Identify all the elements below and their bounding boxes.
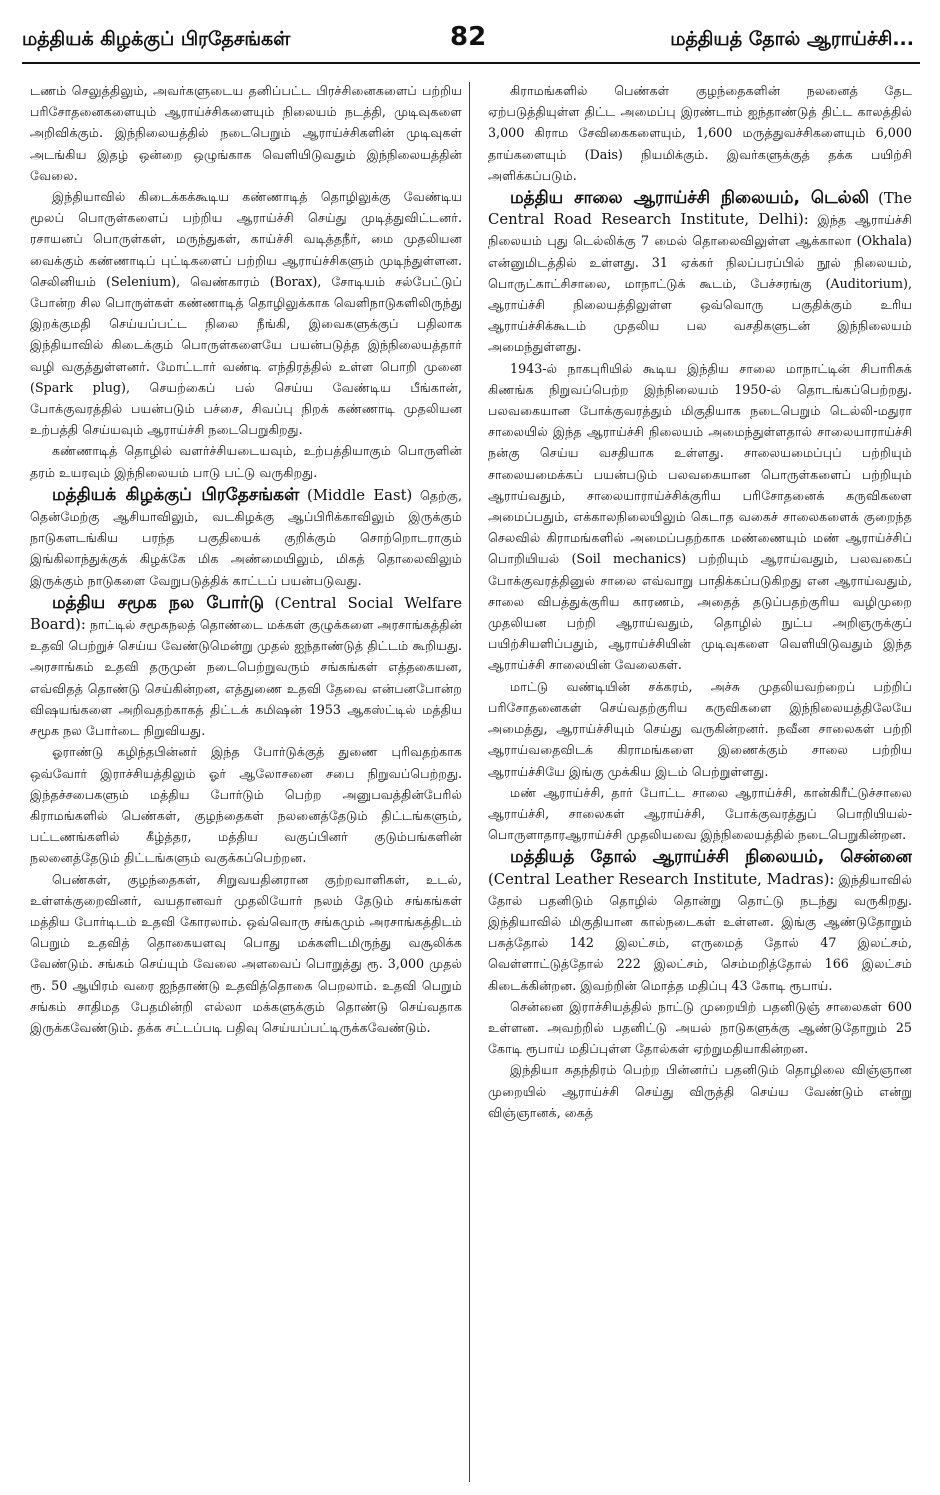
header-left-title: மத்தியக் கிழக்குப் பிரதேசங்கள்	[22, 28, 291, 50]
entry-middle-east	[30, 485, 462, 591]
entry-english-term: (Central Leather Research Institute, Madras):	[488, 870, 835, 888]
paragraph: 1943-ல் நாகபுரியில் கூடிய இந்திய சாலை மாநாட்டின் சிபாரிசுக் கிணங்க நிறுவப்பெற்ற இந்நிலையம் 1950-ல் தொடங்கப்பெற்றது. பலவகையான போக்குவரத்தும் மிகுதியாக நடைபெறும் டெல்லி-மதுரா சாலையில் இந்த ஆராய்ச்சி நிலையம் அமைந்துள்ளதால் சாலையாராய்ச்சி நன்கு செய்ய வசதியாக உள்ளது. சாலையமைப்புப் பற்றியும் சாலையமைக்கப் பயன்படும் பலவகையான பொருள்களைப் பற்றியும் ஆராய்வதும், சாலையாராய்ச்சிக்குரிய பரிசோதனைக் கருவிகளை அமைப்பதும், எக்காலநிலையிலும் கெடாத வகைச் சாலைகளைக் குறைந்த செலவில் கிராமங்களில் அமைப்பதற்காக மண்ணையும் மண் ஆராய்ச்சிப் பொறியியல் (Soil mechanics) பற்றியும் ஆராய்வதும், பலவகைப் போக்குவரத்தினுல் சாலை எவ்வாறு பாதிக்கப்படுகிறது என ஆராய்வதும், சாலை விபத்துக்குரிய காரணம், அதைத் தடுப்பதற்குரிய வழிமுறை முதலியன பற்றி ஆராய்வதும், தொழில் நுட்ப அறிஞருக்குப் பயிற்சியளிப்பதும், ஆராய்ச்சியின் முடிவுகளை வெளியிடுவதும் இந்த ஆராய்ச்சி சாலையின் வேலைகள்.	[488, 360, 912, 673]
paragraph: மண் ஆராய்ச்சி, தார் போட்ட சாலை ஆராய்ச்சி, கான்கிரீட்டுச்சாலை ஆராய்ச்சி, சாலைகள் ஆராய்ச்சி, போக்குவரத்துப் பொறியியல்-பொருளாதாரஆராய்ச்சி முதலியவை இந்நிலையத்தில் நடைபெறுகின்றன.	[488, 784, 912, 843]
left-column	[30, 80, 462, 1480]
running-header	[22, 18, 920, 58]
entry-heading: மத்திய சாலை ஆராய்ச்சி நிலையம், டெல்லி	[510, 188, 870, 209]
entry-body: நாட்டில் சமூகநலத் தொண்டை மக்கள் குழுக்களை அரசாங்கத்தின் உதவி பெற்றுச் செய்ய வேண்டுமென்று முதல் ஐந்தாண்டுத் திட்டம் கூறியது. அரசாங்கம் உதவி தருமுன் நடைபெற்றுவரும் சங்கங்கள் எத்தகையன, எவ்விதத் தொண்டு செய்கின்றன, எத்துணை உதவி தேவை என்பனபோன்ற விஷயங்களை அறிவதற்காகத் திட்டக் கமிஷன் 1953 ஆகஸ்ட்டில் மத்திய சமூக நல போர்டை நிறுவியது.	[30, 617, 462, 739]
entry-english-term: (The Central Road Research Institute, Delhi):	[488, 190, 912, 229]
page-number: 82	[450, 22, 487, 52]
paragraph: டணம் செலுத்திலும், அவர்களுடைய தனிப்பட்ட பிரச்சினைகளைப் பற்றிய பரிசோதனைகளையும் ஆராய்ச்சிகளையும் நிலையம் நடத்தி, முடிவுகளை அறிவிக்கும். இந்நிலையத்தில் நடைபெறும் ஆராய்ச்சிகளின் முடிவுகள் அடங்கிய இதழ் ஒன்றை ஒழுங்காக வெளியிடுவதும் இந்நிலையத்தின் வேலை.	[30, 83, 462, 183]
paragraph: ஓராண்டு கழிந்தபின்னர் இந்த போர்டுக்குத் துணை புரிவதற்காக ஒவ்வோர் இராச்சியத்திலும் ஓர் ஆலோசனை சபை நிறுவப்பெற்றது. இந்தச்சபைகளும் மத்திய போர்டும் பெற்ற அனுபவத்தின்பேரில் கிராமங்களில் பெண்கள், குழந்தைகள் நலனைத்தேடும் திட்டங்களும், பட்டணங்களில் கீழ்த்தர, மத்திய வகுப்பினர் குடும்பங்களின் நலனைத்தேடும் திட்டங்களும் வகுக்கப்பெற்றன.	[30, 744, 462, 866]
paragraph: கண்ணாடித் தொழில் வளர்ச்சியடையவும், உற்பத்தியாகும் பொருளின் தரம் உயரவும் இந்நிலையம் பாடு பட்டு வருகிறது.	[30, 443, 462, 480]
paragraph: இந்தியா சுதந்திரம் பெற்ற பின்னர்ப் பதனிடும் தொழிலை விஞ்ஞான முறையில் ஆராய்ச்சி செய்து விருத்தி செய்ய வேண்டும் என்று விஞ்ஞானக், கைத்	[488, 1062, 912, 1120]
entry-english-term: (Central Social Welfare Board):	[30, 594, 462, 634]
entry-heading: மத்தியத் தோல் ஆராய்ச்சி நிலையம், சென்னை	[510, 847, 912, 868]
entry-body: இந்த ஆராய்ச்சி நிலையம் புது டெல்லிக்கு 7 மைல் தொலைவிலுள்ள ஆக்காலா (Okhala) என்னுமிடத்தில் உள்ளது. 31 ஏக்கர் நிலப்பரப்பில் நூல் நிலையம், பொருட்காட்சிசாலை, மாநாட்டுக் கூடம், பேச்சரங்கு (Auditorium), ஆராய்ச்சி நிலையத்திலுள்ள ஒவ்வொரு பகுதிக்கும் உரிய ஆராய்ச்சிக்கூடம் முதலிய பல வசதிகளுடன் இந்நிலையம் அமைந்துள்ளது.	[488, 212, 912, 355]
paragraph: கிராமங்களில் பெண்கள் குழந்தைகளின் நலனைத் தேட ஏற்படுத்தியுள்ள திட்ட அமைப்பு இரண்டாம் ஐந்தாண்டுத் திட்ட காலத்தில் 3,000 கிராம சேவிகைகளையும், 1,600 மருத்துவச்சிகளையும் 6,000 தாய்களையும் (Dais) நியமிக்கும். இவர்களுக்குத் தக்க பயிற்சி அளிக்கப்படும்.	[488, 83, 912, 183]
entry-body: தெற்கு, தென்மேற்கு ஆசியாவிலும், வடகிழக்கு ஆப்பிரிக்காவிலும் இருக்கும் நாடுகளடங்கிய பரந்த பகுதியைக் குறிக்கும் சொற்றொடராகும் இங்கிலாந்துக்குக் கிழக்கே மிக அண்மையிலும், மிகத் தொலைவிலும் இருக்கும் நாடுகளை வேறுபடுத்திக் காட்டப் பயன்படுவது.	[30, 487, 462, 588]
paragraph: இந்தியாவில் கிடைக்கக்கூடிய கண்ணாடித் தொழிலுக்கு வேண்டிய மூலப் பொருள்களைப் பற்றிய ஆராய்ச்சி செய்து முடித்துவிட்டனர். ரசாயனப் பொருள்கள், மருந்துகள், காய்ச்சி வடித்தநீர், மை முதலியன வைக்கும் கண்ணாடிப் புட்டிகளைப் பற்றிய ஆராய்ச்சிகளும் முடிந்துள்ளன. செலினியம் (Selenium), வெண்காரம் (Borax), சோடியம் சல்பேட்டுப் போன்ற சில பொருள்கள் கண்ணாடித் தொழிலுக்காக வெளிநாடுகளிலிருந்து இறக்குமதி செய்யப்பட்ட நிலை நீங்கி, இவைகளுக்குப் பதிலாக இந்தியாவில் கிடைக்கும் பொருள்களையே பயன்படுத்த இந்நிலையத்தார் வழி வகுத்துள்ளனர். மோட்டார் வண்டி எந்திரத்தில் உள்ள பொறி முனை (Spark plug), செயற்கைப் பல் செய்ய வேண்டிய பீங்கான், போக்குவரத்தில் பயன்படும் பச்சை, சிவப்பு நிறக் கண்ணாடி முதலியன உற்பத்தி செய்யவும் ஆராய்ச்சி நடைபெறுகிறது.	[30, 189, 462, 438]
right-column	[488, 80, 912, 1480]
header-right-title: மத்தியத் தோல் ஆராய்ச்சி...	[670, 28, 914, 50]
column-divider	[469, 82, 470, 1482]
paragraph: மாட்டு வண்டியின் சக்கரம், அச்சு முதலியவற்றைப் பற்றிப் பரிசோதனைகள் செய்வதற்குரிய கருவிகளை இந்நிலையத்திலேயே அமைத்து, ஆராய்ச்சியும் செய்து வருகின்றனர். நவீன சாலைகள் பற்றி ஆராய்வதைவிடக் கிராமங்களை இணைக்கும் சாலை பற்றிய ஆராய்ச்சியே இங்கு முக்கிய இடம் பெற்றுள்ளது.	[488, 678, 912, 779]
header-rule	[22, 62, 920, 64]
entry-heading: மத்திய சமூக நல போர்டு	[52, 592, 265, 613]
entry-heading: மத்தியக் கிழக்குப் பிரதேசங்கள்	[52, 484, 300, 505]
entry-social-welfare-board	[30, 593, 462, 741]
entry-body: இந்தியாவில் தோல் பதனிடும் தொழில் தொன்று தொட்டு நடந்து வருகிறது. இந்தியாவில் மிகுதியான கால்நடைகள் உள்ளன. இங்கு ஆண்டுதோறும் பசுத்தோல் 142 இலட்சம், எருமைத் தோல் 47 இலட்சம், வெள்ளாட்டுத்தோல் 222 இலட்சம், செம்மறித்தோல் 166 இலட்சம் கிடைக்கின்றன. இவற்றின் மொத்த மதிப்பு 43 கோடி ரூபாய்.	[488, 871, 912, 993]
entry-english-term: (Middle East)	[306, 486, 413, 504]
entry-leather-research-institute	[488, 847, 912, 995]
entry-road-research-institute	[488, 188, 912, 358]
paragraph: பெண்கள், குழந்தைகள், சிறுவயதினரான குற்றவாளிகள், உடல், உள்ளக்குறைவினர், வயதானவர் முதலியோர் நலம் தேடும் சங்கங்கள் மத்திய போர்டிடம் உதவி கோரலாம். ஒவ்வொரு சங்கமும் அரசாங்கத்திடம் பெறும் உதவித் தொகையளவு பொது மக்களிடமிருந்து வசூலிக்க வேண்டும். சங்கம் செய்யும் வேலை அளவைப் பொறுத்து ரூ. 3,000 முதல் ரூ. 50 ஆயிரம் வரை ஐந்தாண்டு உதவித்தொகை பெறலாம். உதவி பெறும் சங்கம் சாதிமத பேதமின்றி எல்லா மக்களுக்கும் தொண்டு செய்வதாக இருக்கவேண்டும். தக்க சட்டப்படி பதிவு செய்யப்பட்டிருக்கவேண்டும்.	[30, 871, 462, 1035]
paragraph: சென்னை இராச்சியத்தில் நாட்டு முறையிற் பதனிடுஞ் சாலைகள் 600 உள்ளன. அவற்றில் பதனிட்டு அயல் நாடுகளுக்கு ஆண்டுதோறும் 25 கோடி ரூபாய் மதிப்புள்ள தோல்கள் ஏற்றுமதியாகின்றன.	[488, 998, 912, 1057]
